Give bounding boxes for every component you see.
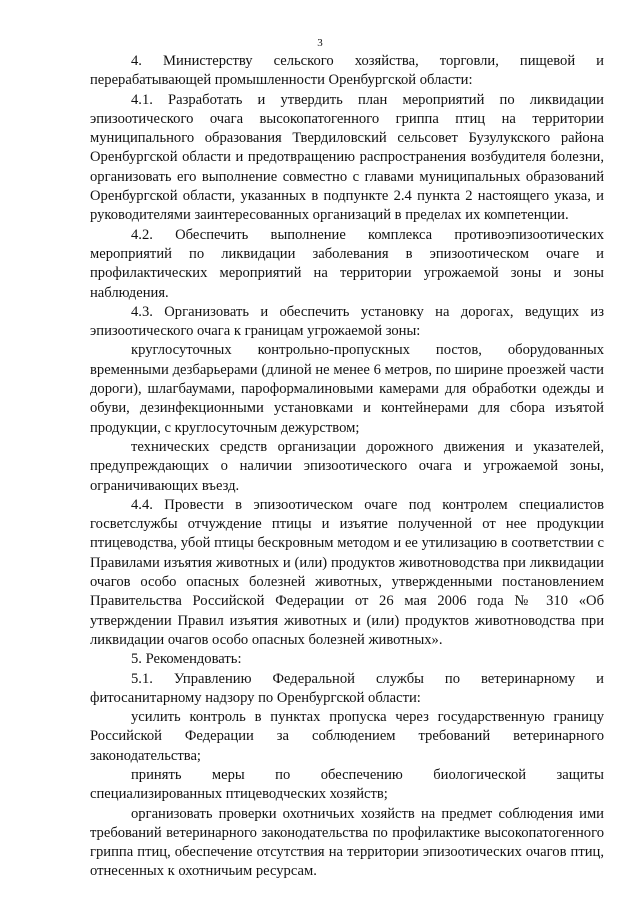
paragraph-4: 4. Министерству сельского хозяйства, торговли, пищевой и перерабатывающей промышленности Оренбургской области: <box>90 53 604 89</box>
paragraph-5-1: 5.1. Управлению Федеральной службы по ветеринарному и фитосанитарному надзору по Оренбургской области: <box>90 670 604 706</box>
paragraph-5-1-biosecurity: принять меры по обеспечению биологической защиты специализированных птицеводческих хозяйств; <box>90 766 604 803</box>
paragraph-4-1: 4.1. Разработать и утвердить план мероприятий по ликвидации эпизоотического очага высокопатогенного гриппа птиц на территории муниципального образования Твердиловский сельсовет Бузулукского района Оренбургской области и предотвращению распространения возбудителя болезни, организовать его выполнение совместно с главами муниципальных образований Оренбургской области, указанных в подпункте 2.4 пункта 2 настоящего указа, и руководителями заинтересованных организаций в пределах их компетенции. <box>90 91 604 224</box>
paragraph-4-3: 4.3. Организовать и обеспечить установку на дорогах, ведущих из эпизоотического очага к границам угрожаемой зоны: <box>90 303 604 340</box>
paragraph-5-1-hunting-inspections: организовать проверки охотничьих хозяйств на предмет соблюдения ими требований ветеринарного законодательства по профилактике высокопатогенного гриппа птиц, обеспечение отсутствия на территории эпизоотических очагов птиц, отнесенных к охотничьим ресурсам. <box>90 805 604 880</box>
paragraph-4-3-posts: круглосуточных контрольно-пропускных постов, оборудованных временными дезбарьерами (длиной не менее 6 метров, по ширине проезжей части дороги), шлагбаумами, пароформалиновыми камерами для обработки одежды и обуви, дезинфекционными установками и контейнерами для сбора изъятой продукции, с круглосуточным дежурством; <box>90 342 604 436</box>
document-body <box>90 52 604 882</box>
paragraph-4-4: 4.4. Провести в эпизоотическом очаге под контролем специалистов госветслужбы отчуждение птицы и изъятие полученной от нее продукции птицеводства, убой птицы бескровным методом и ее утилизацию в соответствии с Правилами изъятия животных и (или) продуктов животноводства при ликвидации очагов особо опасных болезней животных, утвержденными постановлением Правительства Российской Федерации от 26 мая 2006 года № 310 «Об утверждении Правил изъятия животных и (или) продуктов животноводства при ликвидации очагов особо опасных болезней животных». <box>90 496 604 648</box>
paragraph-5: 5. Рекомендовать: <box>131 651 242 668</box>
paragraph-5-1-border-control: усилить контроль в пунктах пропуска через государственную границу Российской Федерации за соблюдением требований ветеринарного законодательства; <box>90 709 604 764</box>
page-number: 3 <box>317 37 323 49</box>
paragraph-4-2: 4.2. Обеспечить выполнение комплекса противоэпизоотических мероприятий по ликвидации заболевания в эпизоотическом очаге и профилактических мероприятий на территории угрожаемой зоны и зоны наблюдения. <box>90 226 604 301</box>
paragraph-4-3-signs: технических средств организации дорожного движения и указателей, предупреждающих о наличии эпизоотического очага и угрожаемой зоны, ограничивающих въезд. <box>90 438 604 494</box>
